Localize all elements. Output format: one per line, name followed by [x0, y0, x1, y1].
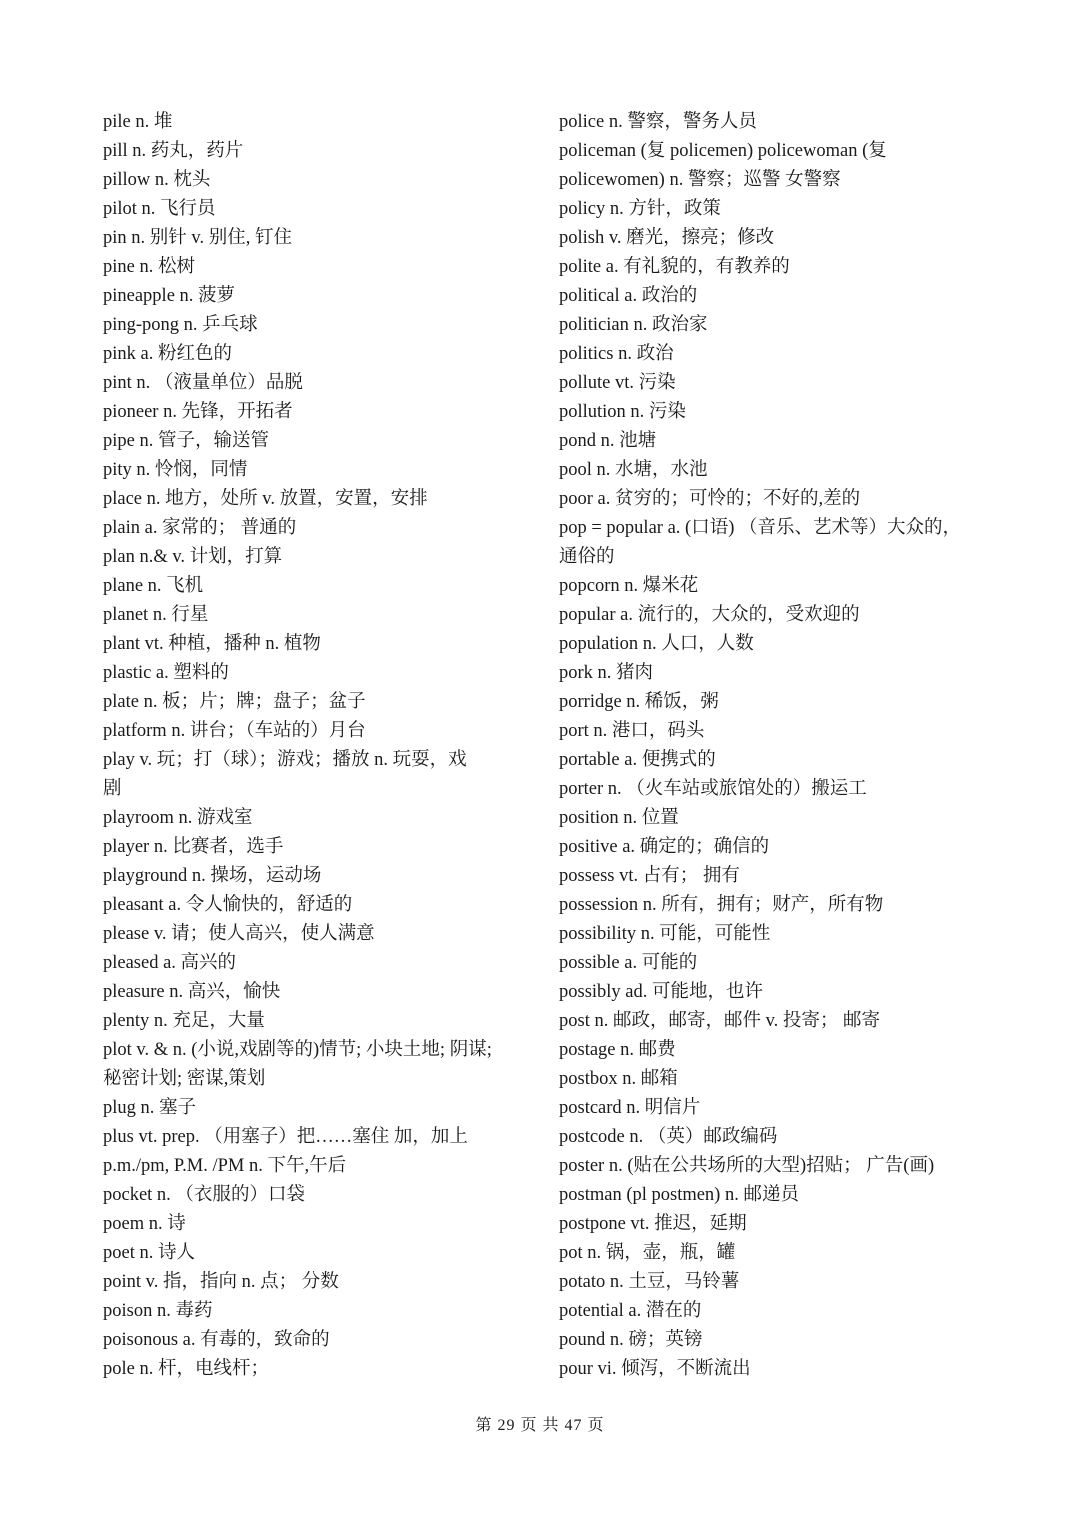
vocab-entry: political a. 政治的: [559, 286, 698, 306]
vocab-entry: playroom n. 游戏室: [103, 808, 253, 828]
vocab-entry: planet n. 行星: [103, 605, 209, 625]
vocab-entry: poisonous a. 有毒的，致命的: [103, 1330, 330, 1350]
vocab-entry: popular a. 流行的，大众的，受欢迎的: [559, 605, 860, 625]
vocab-entry: please v. 请；使人高兴，使人满意: [103, 924, 375, 944]
vocab-entry: pin n. 别针 v. 别住, 钉住: [103, 228, 292, 248]
vocab-entry: pint n. （液量单位）品脱: [103, 373, 303, 393]
vocab-entry: 剧: [103, 779, 122, 799]
vocab-entry: police n. 警察，警务人员: [559, 112, 757, 132]
vocab-entry: porter n. （火车站或旅馆处的）搬运工: [559, 779, 867, 799]
vocab-entry: postage n. 邮费: [559, 1040, 676, 1060]
vocab-entry: population n. 人口，人数: [559, 634, 754, 654]
vocab-entry: pole n. 杆，电线杆；: [103, 1359, 269, 1379]
vocab-entry: possible a. 可能的: [559, 953, 698, 973]
vocab-entry: policeman (复 policemen) policewoman (复: [559, 141, 887, 161]
vocab-entry: plug n. 塞子: [103, 1098, 197, 1118]
vocab-entry: possess vt. 占有； 拥有: [559, 866, 740, 886]
vocab-entry: pink a. 粉红色的: [103, 344, 232, 364]
vocab-entry: postpone vt. 推迟，延期: [559, 1214, 747, 1234]
vocab-entry: pilot n. 飞行员: [103, 199, 216, 219]
vocab-entry: pile n. 堆: [103, 112, 173, 132]
vocab-entry: plan n.& v. 计划，打算: [103, 547, 283, 567]
vocab-entry: pine n. 松树: [103, 257, 195, 277]
vocab-entry: pioneer n. 先锋，开拓者: [103, 402, 293, 422]
vocab-entry: pineapple n. 菠萝: [103, 286, 236, 306]
vocab-entry: plane n. 飞机: [103, 576, 204, 596]
vocab-entry: postcard n. 明信片: [559, 1098, 701, 1118]
vocab-entry: plain a. 家常的； 普通的: [103, 518, 297, 538]
vocab-entry: pour vi. 倾泻，不断流出: [559, 1359, 751, 1379]
vocab-entry: pot n. 锅，壶，瓶，罐: [559, 1243, 736, 1263]
vocab-entry: postcode n. （英）邮政编码: [559, 1127, 778, 1147]
vocab-entry: plus vt. prep. （用塞子）把……塞住 加，加上: [103, 1127, 468, 1147]
vocab-entry: polish v. 磨光，擦亮；修改: [559, 228, 775, 248]
vocab-entry: port n. 港口，码头: [559, 721, 705, 741]
vocab-entry: poet n. 诗人: [103, 1243, 195, 1263]
left-column: [103, 108, 523, 1384]
vocab-entry: positive a. 确定的；确信的: [559, 837, 770, 857]
vocab-entry: play v. 玩；打（球）；游戏；播放 n. 玩耍，戏: [103, 750, 467, 770]
vocab-entry: position n. 位置: [559, 808, 679, 828]
vocab-entry: potential a. 潜在的: [559, 1301, 702, 1321]
vocab-entry: place n. 地方，处所 v. 放置，安置，安排: [103, 489, 428, 509]
vocab-entry: pill n. 药丸，药片: [103, 141, 244, 161]
vocab-entry: plate n. 板；片；牌；盘子；盆子: [103, 692, 366, 712]
vocab-entry: possibility n. 可能，可能性: [559, 924, 771, 944]
vocab-entry: pleasant a. 令人愉快的，舒适的: [103, 895, 353, 915]
vocab-entry: pound n. 磅；英镑: [559, 1330, 703, 1350]
vocab-entry: point v. 指，指向 n. 点； 分数: [103, 1272, 339, 1292]
vocab-entry: pond n. 池塘: [559, 431, 657, 451]
vocab-entry: p.m./pm, P.M. /PM n. 下午,午后: [103, 1156, 347, 1176]
vocab-entry: pity n. 怜悯，同情: [103, 460, 248, 480]
vocab-entry: postman (pl postmen) n. 邮递员: [559, 1185, 799, 1205]
vocab-entry: portable a. 便携式的: [559, 750, 716, 770]
vocab-entry: pillow n. 枕头: [103, 170, 211, 190]
page-number-footer: 第 29 页 共 47 页: [475, 1417, 605, 1434]
vocab-entry: ping-pong n. 乒乓球: [103, 315, 258, 335]
vocab-entry: pool n. 水塘，水池: [559, 460, 708, 480]
vocab-entry: poor a. 贫穷的；可怜的；不好的,差的: [559, 489, 861, 509]
vocab-entry: playground n. 操场，运动场: [103, 866, 322, 886]
vocab-entry: pork n. 猪肉: [559, 663, 654, 683]
vocab-entry: possession n. 所有，拥有；财产，所有物: [559, 895, 884, 915]
vocab-entry: poster n. (贴在公共场所的大型)招贴； 广告(画): [559, 1156, 935, 1176]
vocab-entry: politician n. 政治家: [559, 315, 708, 335]
vocab-entry: pollute vt. 污染: [559, 373, 676, 393]
vocab-entry: pipe n. 管子，输送管: [103, 431, 269, 451]
vocab-entry: popcorn n. 爆米花: [559, 576, 699, 596]
vocab-entry: 通俗的: [559, 547, 615, 567]
vocab-entry: pocket n. （衣服的）口袋: [103, 1185, 305, 1205]
right-column: [559, 108, 989, 1384]
vocab-entry: policewomen) n. 警察；巡警 女警察: [559, 170, 841, 190]
vocab-entry: politics n. 政治: [559, 344, 674, 364]
vocab-entry: post n. 邮政，邮寄，邮件 v. 投寄； 邮寄: [559, 1011, 881, 1031]
vocab-entry: policy n. 方针，政策: [559, 199, 721, 219]
vocab-entry: pleased a. 高兴的: [103, 953, 237, 973]
vocab-entry: possibly ad. 可能地，也许: [559, 982, 764, 1002]
vocab-entry: plenty n. 充足，大量: [103, 1011, 265, 1031]
vocab-entry: pop = popular a. (口语) （音乐、艺术等）大众的，: [559, 518, 961, 538]
vocab-entry: 秘密计划; 密谋,策划: [103, 1069, 266, 1089]
vocab-entry: plot v. & n. (小说,戏剧等的)情节; 小块土地; 阴谋;: [103, 1040, 492, 1060]
vocab-entry: player n. 比赛者，选手: [103, 837, 284, 857]
vocab-entry: porridge n. 稀饭，粥: [559, 692, 719, 712]
vocab-entry: postbox n. 邮箱: [559, 1069, 678, 1089]
vocab-entry: plant vt. 种植，播种 n. 植物: [103, 634, 321, 654]
vocab-entry: poem n. 诗: [103, 1214, 186, 1234]
vocab-entry: polite a. 有礼貌的，有教养的: [559, 257, 790, 277]
vocab-entry: poison n. 毒药: [103, 1301, 213, 1321]
vocab-entry: pollution n. 污染: [559, 402, 686, 422]
vocab-entry: platform n. 讲台；（车站的）月台: [103, 721, 366, 741]
vocab-entry: potato n. 土豆，马铃薯: [559, 1272, 740, 1292]
vocab-entry: pleasure n. 高兴，愉快: [103, 982, 281, 1002]
vocab-entry: plastic a. 塑料的: [103, 663, 229, 683]
